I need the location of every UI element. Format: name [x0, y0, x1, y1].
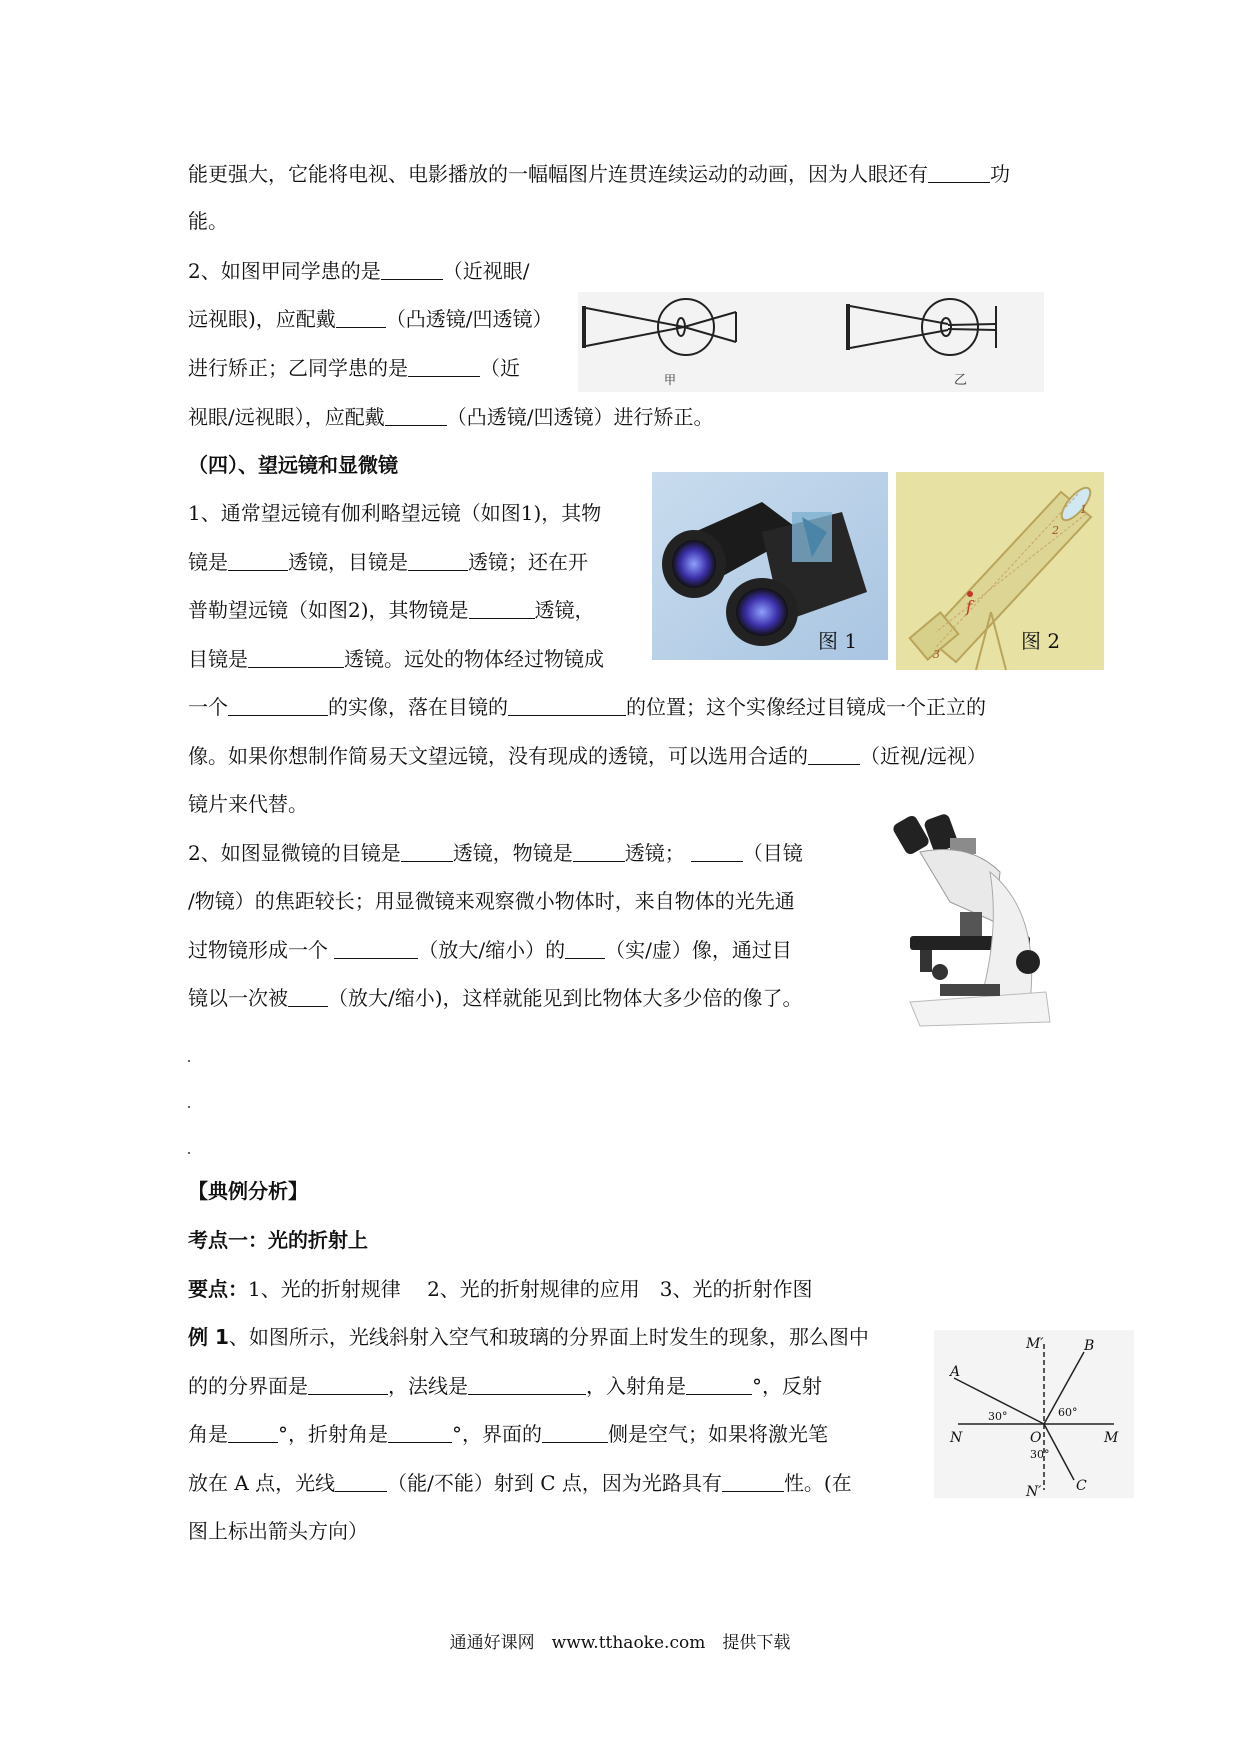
label-N-prime: N′: [1026, 1484, 1042, 1498]
answer-blank[interactable]: [228, 1422, 278, 1443]
text-line: [188, 306, 553, 332]
text: 放在 A 点，光线: [188, 1471, 336, 1495]
answer-blank[interactable]: [408, 550, 468, 571]
text: °，折射角是: [278, 1422, 388, 1446]
text: °，反射: [752, 1374, 822, 1398]
text: 一个: [188, 695, 228, 719]
key-points-label: 要点：: [188, 1277, 248, 1301]
answer-blank[interactable]: [565, 938, 605, 959]
text: 的的分界面是: [188, 1374, 308, 1398]
text: 1、光的折射规律 2、光的折射规律的应用 3、光的折射作图: [248, 1277, 813, 1301]
text-line: [188, 597, 595, 623]
answer-blank[interactable]: [228, 695, 328, 716]
text: 能。: [188, 209, 228, 233]
answer-blank[interactable]: [336, 307, 386, 328]
text: （能/不能）射到 C 点，因为光路具有: [387, 1471, 722, 1495]
text: ，法线是: [388, 1374, 468, 1398]
label-M-prime: M′: [1026, 1336, 1044, 1352]
text-line: [188, 888, 795, 914]
section-heading: （四）、望远镜和显微镜: [188, 453, 398, 477]
text: 像。如果你想制作简易天文望远镜，没有现成的透镜，可以选用合适的: [188, 744, 808, 768]
text: °，界面的: [452, 1422, 542, 1446]
text-line: [188, 694, 986, 720]
answer-blank[interactable]: [334, 938, 418, 959]
angle-30-bottom: 30°: [1030, 1448, 1050, 1461]
text-line: [188, 404, 714, 430]
text: 镜片来代替。: [188, 792, 308, 816]
text: 功: [990, 162, 1010, 186]
example-label: 例 1: [188, 1325, 229, 1349]
label-C: C: [1076, 1478, 1087, 1494]
answer-blank[interactable]: [686, 1374, 752, 1395]
fig2-label: 图 2: [1021, 629, 1061, 653]
label-N: N: [950, 1430, 963, 1446]
eye-yi-label: 乙: [954, 373, 968, 388]
text: （放大/缩小）的: [418, 938, 566, 962]
text-line: [188, 1324, 869, 1350]
text: 角是: [188, 1422, 228, 1446]
tele-label-1: 1: [1080, 503, 1087, 516]
angle-30-top: 30°: [988, 1410, 1008, 1423]
text-line: [188, 1373, 822, 1399]
answer-blank[interactable]: [928, 162, 990, 183]
text: 目镜是: [188, 647, 248, 671]
answer-blank[interactable]: [248, 647, 344, 668]
text: 镜是: [188, 550, 228, 574]
answer-blank[interactable]: [808, 744, 860, 765]
tele-label-f: f: [966, 597, 972, 616]
text: （放大/缩小)，这样就能见到比物体大多少倍的像了。: [328, 986, 803, 1010]
answer-blank[interactable]: [308, 1374, 388, 1395]
label-A: A: [950, 1364, 961, 1380]
binoculars-figure: [652, 472, 888, 660]
text: 远视眼)，应配戴: [188, 307, 336, 331]
topic-heading: 考点一：光的折射上: [188, 1228, 368, 1252]
microscope-icon: [891, 813, 1050, 1026]
text: 镜以一次被: [188, 986, 288, 1010]
answer-blank[interactable]: [335, 1471, 387, 1492]
text: （实/虚）像，通过目: [605, 938, 792, 962]
fig1-label: 图 1: [818, 629, 858, 653]
answer-blank[interactable]: [408, 356, 480, 377]
answer-blank[interactable]: [228, 550, 288, 571]
text: 透镜；还在开: [468, 550, 588, 574]
answer-blank[interactable]: [381, 259, 443, 280]
text: 侧是空气；如果将激光笔: [608, 1422, 828, 1446]
text-line: [188, 646, 604, 672]
text-line: [188, 1470, 852, 1496]
text: （近视眼/: [442, 259, 530, 283]
answer-blank[interactable]: [542, 1422, 608, 1443]
text: 进行矫正；乙同学患的是: [188, 356, 408, 380]
tele-label-3: 3: [933, 648, 940, 661]
label-B: B: [1084, 1338, 1095, 1354]
text-line: [188, 985, 803, 1011]
text: 普勒望远镜（如图2)，其物镜是: [188, 598, 469, 622]
text: 透镜。远处的物体经过物镜成: [344, 647, 604, 671]
text: 的位置；这个实像经过目镜成一个正立的: [626, 695, 986, 719]
answer-blank[interactable]: [469, 598, 535, 619]
tele-label-2: 2: [1052, 524, 1059, 537]
text: ，入射角是: [586, 1374, 686, 1398]
text: 能更强大，它能将电视、电影播放的一幅幅图片连贯连续运动的动画，因为人眼还有: [188, 162, 928, 186]
text-line: [188, 1421, 828, 1447]
text-line: [188, 549, 588, 575]
text: 、如图所示，光线斜射入空气和玻璃的分界面上时发生的现象，那么图中: [228, 1325, 869, 1349]
text: 过物镜形成一个: [188, 938, 335, 962]
text: 的实像，落在目镜的: [328, 695, 508, 719]
telescope-figure: [896, 472, 1104, 670]
text: （近视/远视）: [860, 744, 987, 768]
label-M: M: [1104, 1430, 1119, 1446]
text: （凸透镜/凹透镜）进行矫正。: [446, 405, 714, 429]
text: 图上标出箭头方向）: [188, 1519, 368, 1543]
text: 透镜，目镜是: [288, 550, 408, 574]
text: 2、如图甲同学患的是: [188, 259, 381, 283]
answer-blank[interactable]: [722, 1471, 784, 1492]
text-line: [188, 208, 228, 234]
answer-blank[interactable]: [385, 405, 447, 426]
text-line: [188, 161, 1010, 187]
answer-blank[interactable]: [388, 1422, 452, 1443]
text-line: [188, 791, 308, 817]
answer-blank[interactable]: [468, 1374, 586, 1395]
text: （近: [480, 356, 520, 380]
eye-diagram: [578, 292, 1044, 392]
microscope-figure: [880, 812, 1056, 1030]
text: /物镜）的焦距较长；用显微镜来观察微小物体时，来自物体的光先通: [188, 889, 795, 913]
text: 2、如图显微镜的目镜是: [188, 841, 401, 865]
answer-blank[interactable]: [573, 841, 625, 862]
key-points: [188, 1276, 813, 1302]
text-line: [188, 743, 987, 769]
answer-blank[interactable]: [508, 695, 626, 716]
section-heading: 【典例分析】: [188, 1179, 308, 1203]
page-footer: 通通好课网 www.tthaoke.com 提供下载: [449, 1633, 791, 1653]
text-line: [188, 1518, 368, 1544]
answer-blank[interactable]: [401, 841, 453, 862]
text: 透镜，物镜是: [452, 841, 573, 865]
text-line: [188, 258, 529, 284]
text: 性。(在: [783, 1471, 852, 1495]
eye-jia-label: 甲: [664, 373, 677, 387]
answer-blank[interactable]: [288, 986, 328, 1007]
text: 透镜；: [624, 841, 685, 865]
answer-blank[interactable]: [691, 841, 743, 862]
text: 1、通常望远镜有伽利略望远镜（如图1)，其物: [188, 501, 602, 525]
text: 视眼/远视眼），应配戴: [188, 405, 385, 429]
text-line: [188, 840, 803, 866]
label-O: O: [1030, 1430, 1042, 1446]
text-line: [188, 355, 520, 381]
text: （目镜: [742, 841, 803, 865]
text-line: [188, 937, 792, 963]
text-line: [188, 500, 601, 526]
text: 透镜，: [534, 598, 595, 622]
angle-60: 60°: [1058, 1406, 1078, 1419]
refraction-diagram: [934, 1330, 1134, 1498]
text: （凸透镜/凹透镜）: [385, 307, 553, 331]
